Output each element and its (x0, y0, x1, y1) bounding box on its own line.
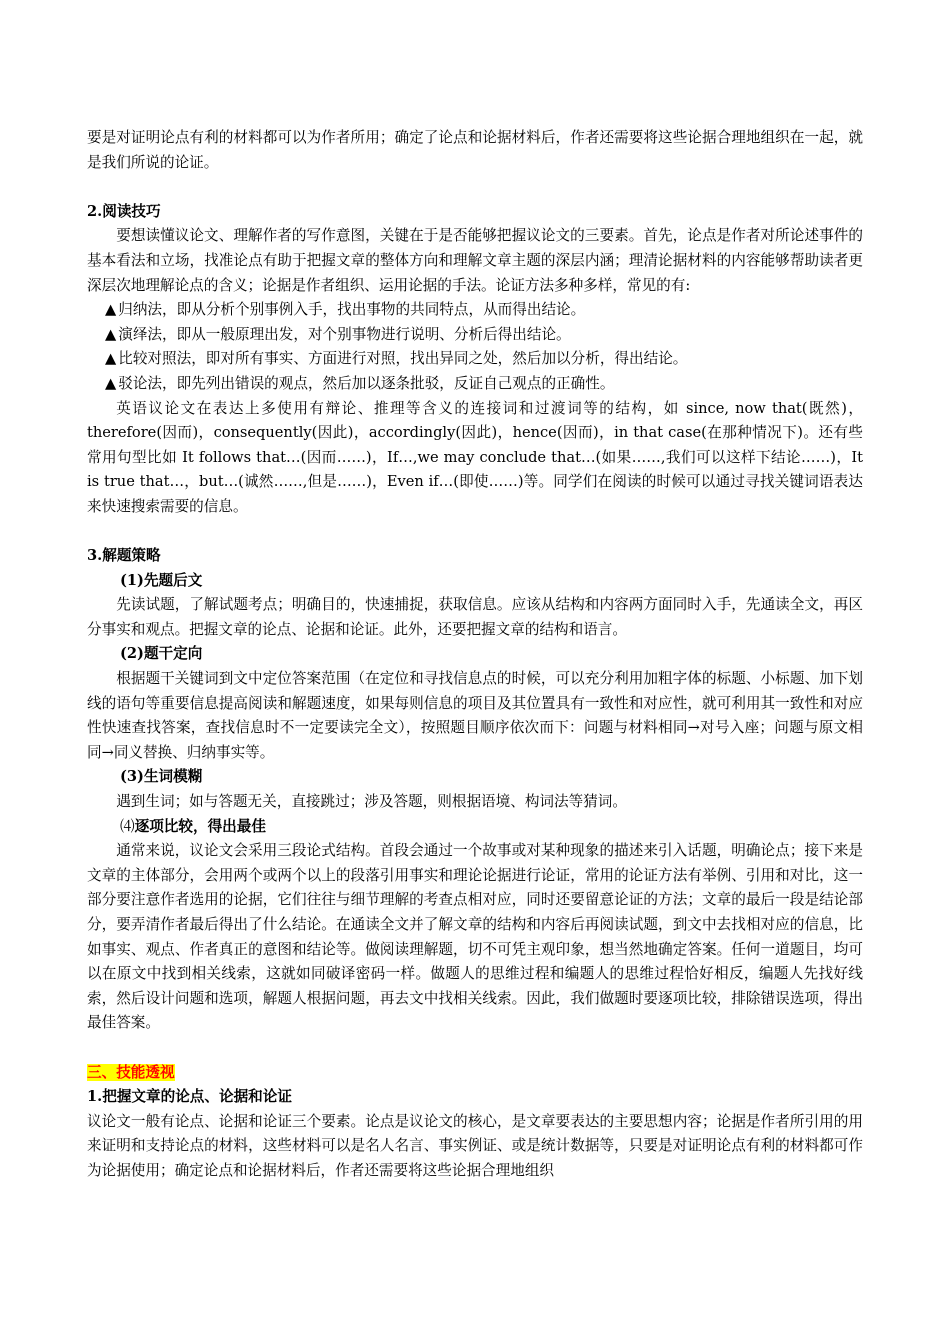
bullet-item: ▲ 归纳法，即从分析个别事例入手，找出事物的共同特点，从而得出结论。 (87, 298, 863, 323)
strategy-4-number: ⑷ (120, 817, 135, 835)
strategy-1-body: 先读试题，了解试题考点；明确目的，快速捕捉，获取信息。应该从结构和内容两方面同时入手，先通读全文，再区分事实和观点。把握文章的论点、论据和论证。此外，还要把握文章的结构和语言。 (87, 596, 863, 638)
section-reading-skills-title: 2.阅读技巧 (87, 202, 161, 220)
strategy-4-title: ⑷逐项比较，得出最佳 (120, 817, 266, 835)
skill-1-body: 议论文一般有论点、论据和论证三个要素。论点是议论文的核心，是文章要表达的主要思想内容；论据是作者所引用的用来证明和支持论点的材料，这些材料可以是名人名言、事实例证、或是统计数据等，只要是对证明论点有利的材料都可作为论据使用；确定论点和论据材料后，作者还需要将这些论据合理地组织 (87, 1112, 863, 1179)
document-body (87, 126, 863, 1184)
bullet-item: ▲ 演绎法，即从一般原理出发，对个别事物进行说明、分析后得出结论。 (87, 323, 863, 348)
strategy-2-title: (2)题干定向 (120, 645, 203, 663)
strategy-1-title: (1)先题后文 (120, 571, 203, 589)
skill-1-title: 1.把握文章的论点、论据和论证 (87, 1088, 292, 1106)
strategy-3-body: 遇到生词；如与答题无关，直接跳过；涉及答题，则根据语境、构词法等猜词。 (116, 793, 627, 811)
strategy-3-title: (3)生词模糊 (120, 768, 203, 786)
bullet-item: ▲ 比较对照法，即对所有事实、方面进行对照，找出异同之处，然后加以分析，得出结论。 (87, 347, 863, 372)
triangle-bullet-icon: ▲ (105, 301, 117, 319)
triangle-bullet-icon: ▲ (105, 350, 117, 368)
spacer (87, 175, 863, 200)
strategy-4-body: 通常来说，议论文会采用三段论式结构。首段会通过一个故事或对某种现象的描述来引入话题，明确论点；接下来是文章的主体部分，会用两个或两个以上的段落引用事实和理论论据进行论证，常用的论证方法有举例、引用和对比，这一部分要注意作者选用的论据，它们往往与细节理解的考查点相对应，同时还要留意论证的方法；文章的最后一段是结论部分，要弄清作者最后得出了什么结论。在通读全文并了解文章的结构和内容后再阅读试题，到文中去找相对应的信息，比如事实、观点、作者真正的意图和结论等。做阅读理解题，切不可凭主观印象，想当然地确定答案。任何一道题目，均可以在原文中找到相关线索，这就如同破译密码一样。做题人的思维过程和编题人的思维过程恰好相反，编题人先找好线索，然后设计问题和选项，解题人根据问题，再去文中找相关线索。因此，我们做题时要逐项比较，排除错误选项，得出最佳答案。 (87, 842, 863, 1032)
strategy-2-body: 根据题干关键词到文中定位答案范围（在定位和寻找信息点的时候，可以充分利用加粗字体的标题、小标题、加下划线的语句等重要信息提高阅读和解题速度，如果每则信息的项目及其位置具有一致性和对应性，就可利用其一致性和对应性快速查找答案，查找信息时不一定要读完全文），按照题目顺序依次而下：问题与材料相同→对号入座；问题与原文相同→同义替换、归纳事实等。 (87, 670, 863, 761)
section-skill-insight-title: 三、技能透视 (87, 1063, 175, 1081)
reading-skills-paragraph: 要想读懂议论文、理解作者的写作意图，关键在于是否能够把握议论文的三要素。首先，论点是作者对所论述事件的基本看法和立场，找准论点有助于把握文章的整体方向和理解文章主题的深层内涵；理清论据材料的内容能够帮助读者更深层次地理解论点的含义；论据是作者组织、运用论据的手法。论证方法多种多样，常见的有: (87, 227, 863, 294)
section-strategy-title: 3.解题策略 (87, 547, 161, 565)
spacer (87, 520, 863, 545)
connectives-paragraph: 英语议论文在表达上多使用有辩论、推理等含义的连接词和过渡词等的结构，如 since, now that(既然)，therefore(因而)，consequently(因此)，accordingly(因此)，hence(因而)，in that case(在那种情况下)。还有些常用句型比如 It follows that…(因而……)，If…,we may conclude that…(如果……,我们可以这样下结论……)，It is true that…，but…(诚然……,但是……)，Even if…(即使……)等。同学们在阅读的时候可以通过寻找关键词语表达来快速搜索需要的信息。 (87, 399, 863, 515)
intro-continuation: 要是对证明论点有利的材料都可以为作者所用；确定了论点和论据材料后，作者还需要将这些论据合理地组织在一起，就是我们所说的论证。 (87, 129, 863, 171)
bullet-item: ▲ 驳论法，即先列出错误的观点，然后加以逐条批驳，反证自己观点的正确性。 (87, 372, 863, 397)
triangle-bullet-icon: ▲ (105, 374, 117, 392)
spacer (87, 1036, 863, 1061)
triangle-bullet-icon: ▲ (105, 325, 117, 343)
